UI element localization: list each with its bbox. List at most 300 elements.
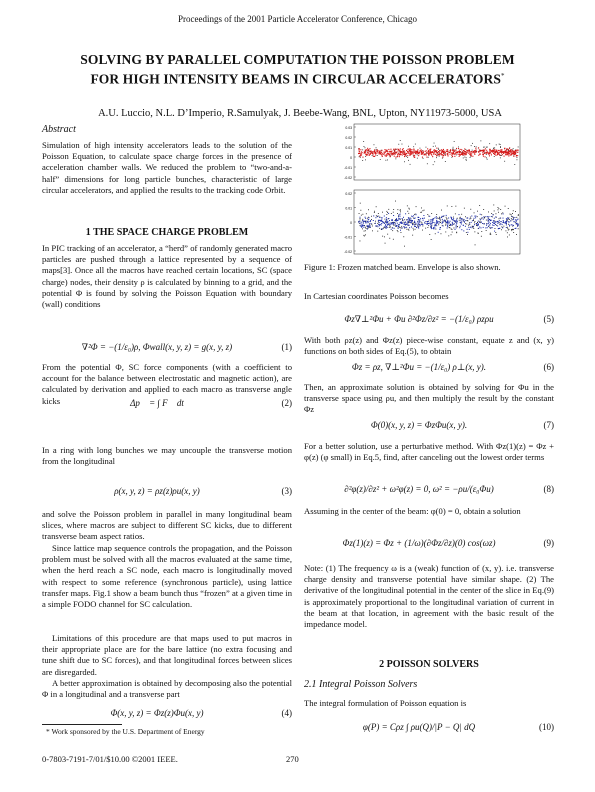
particle-dot [389, 238, 390, 239]
particle-dot [465, 223, 466, 224]
particle-dot [483, 227, 484, 228]
particle-dot [470, 227, 471, 228]
particle-dot [515, 150, 516, 151]
particle-dot [466, 153, 467, 154]
particle-dot [419, 152, 420, 153]
particle-dot [501, 213, 502, 214]
particle-dot [456, 223, 457, 224]
particle-dot [456, 152, 457, 153]
particle-dot [460, 226, 461, 227]
particle-dot [452, 225, 453, 226]
particle-dot [411, 149, 412, 150]
particle-dot [439, 154, 440, 155]
particle-dot [446, 215, 447, 216]
particle-dot [362, 228, 363, 229]
particle-dot [387, 221, 388, 222]
particle-dot [499, 152, 500, 153]
particle-dot [513, 156, 514, 157]
particle-dot [384, 223, 385, 224]
particle-dot [518, 228, 519, 229]
particle-dot [416, 152, 417, 153]
particle-dot [423, 220, 424, 221]
particle-dot [473, 220, 474, 221]
particle-dot [500, 218, 501, 219]
particle-dot [425, 221, 426, 222]
particle-dot [367, 221, 368, 222]
particle-dot [459, 214, 460, 215]
particle-dot [403, 217, 404, 218]
particle-dot [487, 223, 488, 224]
particle-dot [469, 224, 470, 225]
particle-dot [403, 224, 404, 225]
particle-dot [443, 149, 444, 150]
particle-dot [443, 155, 444, 156]
particle-dot [408, 230, 409, 231]
particle-dot [461, 224, 462, 225]
particle-dot [360, 203, 361, 204]
particle-dot [510, 220, 511, 221]
particle-dot [363, 141, 364, 142]
particle-dot [417, 225, 418, 226]
title-line-2 [40, 68, 555, 88]
equation-7-expr: Φ(0)(x, y, z) = ΦzΦu(x, y). [370, 420, 468, 430]
particle-dot [428, 154, 429, 155]
particle-dot [398, 226, 399, 227]
particle-dot [516, 155, 517, 156]
particle-dot [394, 151, 395, 152]
particle-dot [397, 230, 398, 231]
particle-dot [443, 225, 444, 226]
particle-dot [447, 206, 448, 207]
particle-dot [365, 159, 366, 160]
equation-5-expr: Φz∇⊥²Φu + Φu ∂²Φz/∂z² = −(1/ε₀) ρzρu [344, 314, 494, 324]
particle-dot [513, 218, 514, 219]
particle-dot [449, 222, 450, 223]
particle-dot [365, 230, 366, 231]
particle-dot [395, 157, 396, 158]
particle-dot [481, 231, 482, 232]
particle-dot [507, 149, 508, 150]
particle-dot [417, 149, 418, 150]
particle-dot [404, 224, 405, 225]
particle-dot [362, 220, 363, 221]
particle-dot [411, 222, 412, 223]
particle-dot [450, 150, 451, 151]
particle-dot [358, 222, 359, 223]
particle-dot [395, 149, 396, 150]
particle-dot [430, 151, 431, 152]
particle-dot [442, 216, 443, 217]
particle-dot [409, 209, 410, 210]
particle-dot [371, 151, 372, 152]
author-list: A.U. Luccio, N.L. D’Imperio, R.Samulyak, J. Beebe-Wang, BNL, Upton, NY11973-5000, USA [98, 108, 502, 119]
particle-dot [367, 225, 368, 226]
particle-dot [448, 235, 449, 236]
particle-dot [495, 224, 496, 225]
particle-dot [436, 148, 437, 149]
particle-dot [400, 219, 401, 220]
particle-dot [421, 222, 422, 223]
particle-dot [452, 153, 453, 154]
particle-dot [410, 152, 411, 153]
particle-dot [502, 152, 503, 153]
particle-dot [410, 217, 411, 218]
particle-dot [486, 225, 487, 226]
particle-dot [481, 214, 482, 215]
particle-dot [405, 224, 406, 225]
particle-dot [475, 148, 476, 149]
particle-dot [427, 148, 428, 149]
particle-dot [416, 224, 417, 225]
particle-dot [444, 152, 445, 153]
particle-dot [373, 215, 374, 216]
particle-dot [502, 227, 503, 228]
particle-dot [422, 210, 423, 211]
particle-dot [438, 224, 439, 225]
particle-dot [503, 153, 504, 154]
particle-dot [457, 151, 458, 152]
particle-dot [408, 153, 409, 154]
particle-dot [500, 147, 501, 148]
particle-dot [436, 223, 437, 224]
particle-dot [503, 213, 504, 214]
particle-dot [413, 149, 414, 150]
particle-dot [404, 156, 405, 157]
footnote-rule [42, 724, 122, 725]
particle-dot [441, 210, 442, 211]
particle-dot [456, 222, 457, 223]
particle-dot [460, 149, 461, 150]
particle-dot [516, 217, 517, 218]
particle-dot [493, 221, 494, 222]
particle-dot [474, 222, 475, 223]
particle-dot [399, 214, 400, 215]
particle-dot [366, 149, 367, 150]
particle-dot [431, 226, 432, 227]
particle-dot [503, 152, 504, 153]
particle-dot [406, 227, 407, 228]
particle-dot [439, 217, 440, 218]
frozen-beam-plot [332, 122, 522, 256]
particle-dot [466, 224, 467, 225]
particle-dot [385, 152, 386, 153]
particle-dot [428, 150, 429, 151]
title-line-2-text: FOR HIGH INTENSITY BEAMS IN CIRCULAR ACCELERATORS [90, 71, 501, 87]
tick-label: 0.01 [345, 146, 352, 150]
particle-dot [461, 149, 462, 150]
particle-dot [384, 236, 385, 237]
particle-dot [428, 223, 429, 224]
particle-dot [419, 226, 420, 227]
particle-dot [400, 210, 401, 211]
particle-dot [361, 222, 362, 223]
particle-dot [382, 156, 383, 157]
particle-dot [442, 223, 443, 224]
particle-dot [451, 217, 452, 218]
particle-dot [518, 225, 519, 226]
particle-dot [507, 227, 508, 228]
r-paragraph-5: Assuming in the center of the beam: φ(0) = 0, obtain a solution [304, 506, 521, 516]
particle-dot [463, 150, 464, 151]
particle-dot [497, 223, 498, 224]
particle-dot [434, 161, 435, 162]
tick-label: 0 [350, 156, 352, 160]
particle-dot [454, 141, 455, 142]
particle-dot [511, 229, 512, 230]
particle-dot [481, 236, 482, 237]
particle-dot [426, 147, 427, 148]
particle-dot [420, 225, 421, 226]
particle-dot [381, 218, 382, 219]
particle-dot [431, 239, 432, 240]
particle-dot [465, 152, 466, 153]
particle-dot [490, 219, 491, 220]
particle-dot [512, 150, 513, 151]
particle-dot [510, 152, 511, 153]
particle-dot [438, 232, 439, 233]
bottom-panel [344, 190, 520, 254]
particle-dot [385, 155, 386, 156]
particle-dot [500, 157, 501, 158]
tick-label: 0.02 [345, 136, 352, 140]
particle-dot [375, 151, 376, 152]
particle-dot [503, 220, 504, 221]
particle-dot [393, 222, 394, 223]
particle-dot [495, 228, 496, 229]
particle-dot [374, 212, 375, 213]
particle-dot [380, 159, 381, 160]
section-1-heading: 1 THE SPACE CHARGE PROBLEM [85, 227, 249, 238]
particle-dot [494, 149, 495, 150]
particle-dot [406, 150, 407, 151]
particle-dot [387, 155, 388, 156]
particle-dot [512, 219, 513, 220]
particle-dot [490, 234, 491, 235]
particle-dot [414, 222, 415, 223]
particle-dot [517, 152, 518, 153]
particle-dot [463, 220, 464, 221]
particle-dot [501, 226, 502, 227]
particle-dot [362, 152, 363, 153]
particle-dot [377, 231, 378, 232]
particle-dot [471, 222, 472, 223]
particle-dot [494, 211, 495, 212]
particle-dot [423, 215, 424, 216]
particle-dot [376, 215, 377, 216]
particle-dot [452, 222, 453, 223]
particle-dot [455, 213, 456, 214]
particle-dot [417, 153, 418, 154]
particle-dot [376, 147, 377, 148]
particle-dot [413, 146, 414, 147]
particle-dot [395, 223, 396, 224]
particle-dot [360, 149, 361, 150]
particle-dot [483, 147, 484, 148]
particle-dot [472, 220, 473, 221]
particle-dot [451, 228, 452, 229]
particle-dot [444, 151, 445, 152]
particle-dot [366, 228, 367, 229]
particle-dot [438, 151, 439, 152]
particle-dot [375, 223, 376, 224]
particle-dot [412, 221, 413, 222]
particle-dot [509, 225, 510, 226]
particle-dot [386, 150, 387, 151]
particle-dot [427, 221, 428, 222]
particle-dot [489, 143, 490, 144]
particle-dot [438, 218, 439, 219]
particle-dot [498, 207, 499, 208]
particle-dot [493, 148, 494, 149]
particle-dot [377, 225, 378, 226]
particle-dot [362, 157, 363, 158]
particle-dot [495, 216, 496, 217]
particle-dot [409, 227, 410, 228]
particle-dot [470, 154, 471, 155]
particle-dot [360, 210, 361, 211]
particle-dot [415, 224, 416, 225]
particle-dot [489, 152, 490, 153]
particle-dot [374, 151, 375, 152]
particle-dot [465, 216, 466, 217]
particle-dot [431, 152, 432, 153]
particle-dot [506, 230, 507, 231]
particle-dot [454, 156, 455, 157]
particle-dot [434, 149, 435, 150]
particle-dot [500, 209, 501, 210]
particle-dot [397, 225, 398, 226]
particle-dot [401, 228, 402, 229]
particle-dot [513, 210, 514, 211]
particle-dot [514, 154, 515, 155]
particle-dot [408, 213, 409, 214]
particle-dot [509, 229, 510, 230]
particle-dot [409, 148, 410, 149]
particle-dot [496, 150, 497, 151]
particle-dot [407, 211, 408, 212]
particle-dot [460, 152, 461, 153]
r-paragraph-2: With both ρz(z) and Φz(z) piece-wise constant, equate z and (x, y) functions on both sides of Eq.(5), to obtain [304, 335, 554, 357]
particle-dot [418, 217, 419, 218]
particle-dot [369, 151, 370, 152]
particle-dot [417, 154, 418, 155]
particle-dot [425, 151, 426, 152]
s1-paragraph-3: In a ring with long bunches we may uncouple the transverse motion from the longitudinal [42, 445, 292, 467]
particle-dot [514, 152, 515, 153]
particle-dot [427, 214, 428, 215]
particle-dot [499, 144, 500, 145]
particle-dot [445, 221, 446, 222]
particle-dot [469, 151, 470, 152]
particle-dot [431, 154, 432, 155]
particle-dot [436, 155, 437, 156]
equation-8-number: (8) [543, 484, 554, 494]
particle-dot [384, 226, 385, 227]
particle-dot [408, 229, 409, 230]
particle-dot [502, 224, 503, 225]
particle-dot [453, 220, 454, 221]
particle-dot [517, 224, 518, 225]
particle-dot [393, 149, 394, 150]
particle-dot [418, 155, 419, 156]
particle-dot [394, 153, 395, 154]
particle-dot [475, 221, 476, 222]
particle-dot [486, 150, 487, 151]
particle-dot [406, 153, 407, 154]
particle-dot [400, 230, 401, 231]
particle-dot [413, 215, 414, 216]
particle-dot [440, 227, 441, 228]
top-panel [344, 124, 520, 180]
particle-dot [447, 149, 448, 150]
particle-dot [506, 223, 507, 224]
particle-dot [439, 156, 440, 157]
particle-dot [367, 148, 368, 149]
particle-dot [490, 150, 491, 151]
particle-dot [470, 156, 471, 157]
particle-dot [413, 156, 414, 157]
equation-7-number: (7) [543, 420, 554, 430]
particle-dot [394, 222, 395, 223]
particle-dot [503, 222, 504, 223]
particle-dot [371, 152, 372, 153]
particle-dot [479, 153, 480, 154]
particle-dot [366, 221, 367, 222]
particle-dot [381, 228, 382, 229]
particle-dot [387, 151, 388, 152]
particle-dot [441, 151, 442, 152]
particle-dot [497, 221, 498, 222]
equation-6 [304, 362, 554, 378]
particle-dot [514, 217, 515, 218]
particle-dot [492, 227, 493, 228]
particle-dot [420, 150, 421, 151]
particle-dot [507, 153, 508, 154]
equation-5 [304, 310, 554, 332]
particle-dot [361, 227, 362, 228]
particle-dot [505, 154, 506, 155]
particle-dot [425, 154, 426, 155]
particle-dot [485, 216, 486, 217]
particle-dot [500, 155, 501, 156]
particle-dot [447, 154, 448, 155]
particle-dot [494, 231, 495, 232]
particle-dot [498, 208, 499, 209]
particle-dot [515, 228, 516, 229]
particle-dot [483, 219, 484, 220]
particle-dot [506, 150, 507, 151]
particle-dot [391, 229, 392, 230]
particle-dot [364, 146, 365, 147]
particle-dot [475, 151, 476, 152]
particle-dot [435, 233, 436, 234]
particle-dot [430, 153, 431, 154]
particle-dot [466, 232, 467, 233]
particle-dot [490, 228, 491, 229]
particle-dot [449, 227, 450, 228]
particle-dot [495, 222, 496, 223]
particle-dot [385, 160, 386, 161]
particle-dot [436, 214, 437, 215]
particle-dot [473, 226, 474, 227]
equation-6-number: (6) [543, 362, 554, 372]
particle-dot [441, 217, 442, 218]
particle-dot [518, 214, 519, 215]
particle-dot [369, 223, 370, 224]
particle-dot [423, 158, 424, 159]
particle-dot [507, 232, 508, 233]
particle-dot [512, 213, 513, 214]
